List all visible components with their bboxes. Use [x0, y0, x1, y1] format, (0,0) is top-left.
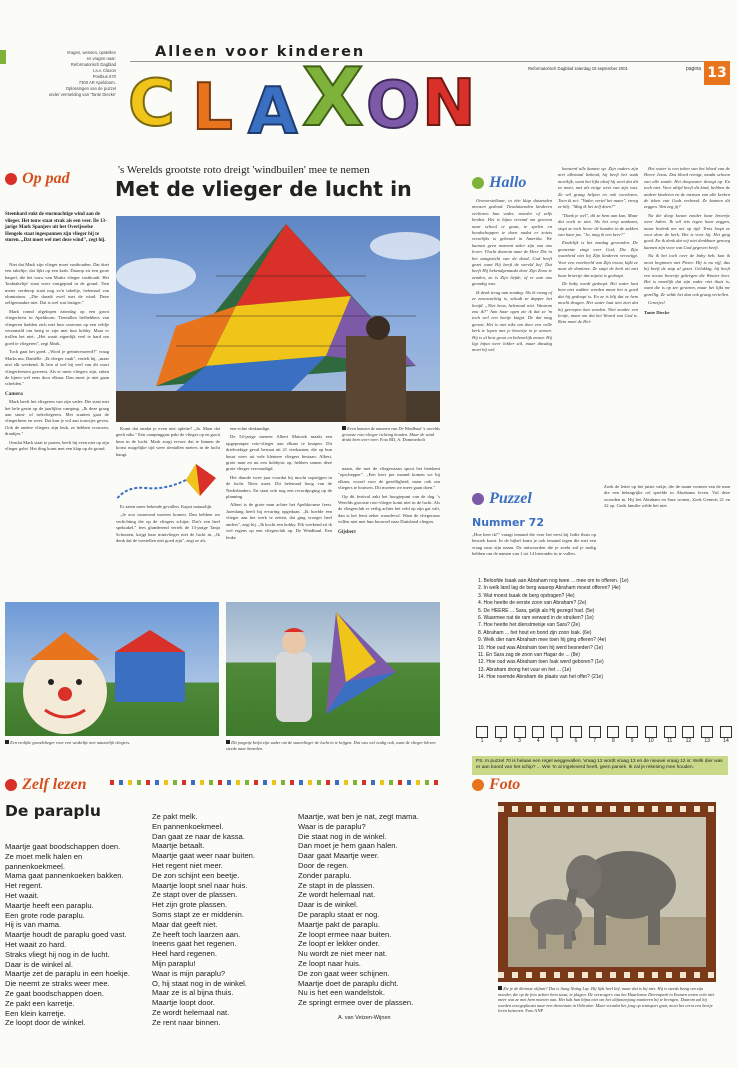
caption-marker-icon	[226, 740, 230, 744]
clown-photo-caption: Een vrolijke grondvlieger voor een winkeltje met natuurlijk vliegers.	[5, 740, 219, 746]
answer-box[interactable]: 2	[495, 726, 507, 744]
answer-box[interactable]: 1	[476, 726, 488, 744]
elephant-art	[508, 817, 706, 967]
hallo-signature: Tante Diecke	[644, 309, 670, 315]
answer-box[interactable]: 14	[720, 726, 732, 744]
op-pad-col2: Komt dat omdat je even niet oplette? „Ja. Maar dat geeft niks." Een campinggast pakt de vlieger op en gooit hem in de lucht. Mark zorgt ervoor dat ie binnen de kortst mogelijke tijd weer tientallen meters in de lucht hangt. Er zaten meer bekende gevallen. Kapot natuurlijk. „Je zou vanavond moeten komen. Dan hebben we verlichting die op de vliegers schijnt. Dat's een heel spektakel," fees glunderend vertelt de 13-jarige Tanja Schouten, krijgt haar minivlieger niet de lucht in, „Ik denk dat de toestellen niet goed zijn", zegt ze als.	[116, 426, 220, 544]
story-col2: Ze pakt melk. En pannenkoekmeel. Dan gaat ze naar de kassa. Maartje betaalt. Maartje gaat weer naar buiten. Het regent niet meer. De zon schijnt een beetje. Maartje loopt snel naar huis. Ze stapt over de plassen. Het zijn grote plassen. Soms stapt ze er middenin. Maar dat geeft niet. Ze heeft toch laarzen aan. Ineens gaat het regenen. Heel hard regenen. Mijn paraplu! Waar is mijn paraplu? O, hij staat nog in de winkel. Maar ze is al bijna thuis. Maartje loopt door. Ze wordt helemaal nat. Ze rent naar binnen.	[152, 812, 255, 1027]
answer-box[interactable]: 6	[570, 726, 582, 744]
story-col1: Maartje gaat boodschappen doen. Ze moet melk halen en pannenkoekmeel. Mama gaat pannenkoeken bakken. Het regent. Het waait. Maartje heeft een paraplu. Een grote rode paraplu. Hij is van mama. Maartje houdt de paraplu goed vast. Het waait zo hard. Straks vliegt hij nog in de lucht. Daar is de winkel al. Maartje zet de paraplu in een hoekje. Die neemt ze straks weer mee. Ze gaat boodschappen doen. Ze pakt een karretje. Een klein karretje. Ze loopt door de winkel.	[5, 842, 130, 1028]
answer-box[interactable]: 10	[645, 726, 657, 744]
kite-icon	[116, 460, 220, 504]
op-pad-col4: naam, die met de vliegerstaan spoot het betekent "opschepper". „Een keer per maand komen we bij elkaar, vooral voor de gezelligheid, maar ook om vliegers te bouwen. Dit moeten we meer gaan doen." Op dit festival zakt het hoogtepunt van de dag. 's Werelds grootste roto-vlieger komt niet in de lucht. Als de vliegerclub er veilig achter het veld op zijn gat valt, dan is het feest zeker waardevol. Want de vliegeraars willen niet met hun bouwsel naar Duitsland vliegen. Gijsbert	[338, 466, 440, 535]
puzzel-question: 1. Beloofde Isaak aan Abraham nog twee ... mee om te offeren. (1e)	[478, 578, 629, 584]
kite-photo	[116, 216, 440, 422]
tagline: Alleen voor kinderen	[155, 44, 366, 60]
foto-label: Foto	[472, 774, 520, 794]
puzzel-question: 5. De HEERE ... Sara, gelijk als Hij gezegd had. (5e)	[478, 607, 595, 614]
kite-photo-art	[116, 216, 440, 422]
hallo-col1: Onvoorstelbaar, in één klap duizenden mensen gedood. Tienduizenden kinderen verliezen hun vader, moeder of zelfs beiden. Het is bijna vreemd om gewoon naar school te gaan, te spelen en boodschappen te doen nadat er zoiets vreselijks is gebeurd in Amerika. We kunnen geen moment zeker zijn van ons leven. Vlucht daarom naar de Here Die in het aangezicht van de dood, God heeft gezet want Hij heeft de wereld lief. Dat heeft Hij bekendgemaakt door Zijn Zoon te zenden, zo is Zijn liefde, of er aan ons genadig was. Ik denk terug aan zondag. Als ik vraag of ze zenuwachtig is, schudt ze dapper het hoofd. „Niet heus, helemaal niet. Waarom zou ik?" Aan haar ogen zie ik dat ze 'm toch wel een beetje knijpt. De dat mag gerust. Het is niet niks om door een volle kerk te lopen met je broertje in je armen. Hij is al best groot en behoorlijk zwaar. Hij ligt bijna weer lekker stil, maar dinsdag moet hij wel.	[472, 198, 552, 353]
photo-credit: Foto RD, A. Dommerholt	[379, 437, 425, 443]
clown-balloon-art	[5, 602, 219, 736]
op-pad-headline: Met de vlieger de lucht in	[115, 177, 412, 201]
foto-icon	[472, 779, 484, 791]
elephant-photo-frame	[498, 802, 716, 982]
elephant-caption: Zie je de kleinste olifant? Dat is Aung Naing Lay. Hij lijkt heel lief, maar dat is hij niet. Hij is steeds bezig om zijn moeder, die op de foto achter hem staat, te plagen. De verzorgers van het Haarlemse Dierenpark in Emmen weten echt niet meer wat ze met hem moeten aan. Het lukt hun bijna niet om het olifantenjong manieren bij te brengen. Daarom zal hij worden overgeplaatst naar een dierentuin in Oekraïne. Maar voordat het jong op transport gaat, moet het eerst een beetje leren luisteren. Foto ANP	[498, 986, 715, 1014]
puzzel-intro-col2: Zoek de letter op het juiste vakje, die de naam vormen van de man die een belangrijke rol speelde in Abrahams leven. Vul deze woorden in. Hij liet Abraham en Sara wonen, Zoek Genesis 21 en 22 op. Gods familie wilde het niet.	[604, 484, 730, 509]
film-strip-holes-bottom	[498, 972, 716, 978]
answer-box[interactable]: 5	[551, 726, 563, 744]
film-strip-holes-top	[498, 806, 716, 812]
page-number-badge	[704, 61, 730, 85]
kite-photo-caption: Even kunnen de mannen van De Windbuul 's werelds grootste roto-vlieger richting houden. Maar de wind drukt hem weer neer. Foto RD, A. Dommerholt	[342, 426, 440, 443]
puzzel-question: 3. Wat moest Isaak de berg opdragen? (4e)	[478, 592, 575, 599]
puzzel-icon	[472, 493, 484, 505]
answer-box[interactable]: 7	[589, 726, 601, 744]
hallo-label: Hallo	[472, 172, 526, 192]
story-author: A. van Vetzen-Wijnen	[338, 1014, 391, 1021]
zelf-lezen-label: Zelf lezen	[5, 774, 87, 794]
op-pad-icon	[5, 173, 17, 185]
puzzel-question: 7. Hoe heette het dienstmeisje van Sara? (2e)	[478, 622, 581, 629]
clown-balloon-photo	[5, 602, 219, 736]
puzzel-question: 8. Abraham ... het hout en bond zijn zoon Isak. (6e)	[478, 629, 592, 636]
puzzel-question: 14. Hoe noemde Abraham de plaats van het offer? (21e)	[478, 674, 603, 681]
op-pad-author: Gijsbert	[338, 529, 356, 535]
logo-letter-n: N	[422, 67, 476, 141]
caption-marker-icon	[342, 426, 346, 430]
top-rule-green	[0, 50, 6, 64]
foto-credit: Foto ANP	[525, 1008, 544, 1014]
logo-letter-c: C	[128, 67, 175, 141]
header-address: Vragen, wensen, opstellen en vragen naar: Reformatorisch Dagblad t.a.v. Claxon Postbus 670 7300 AR Apeldoorn. Oplossingen van de puzzel onder vermelding van 'Tante Diecke'	[48, 50, 116, 97]
pagina-label: pagina	[686, 66, 702, 72]
answer-box[interactable]: 13	[701, 726, 713, 744]
caption-marker-icon	[5, 740, 9, 744]
answer-box[interactable]: 8	[607, 726, 619, 744]
paper-line: Reformatorisch Dagblad zaterdag 15 september 2001	[528, 66, 628, 71]
answer-box[interactable]: 4	[532, 726, 544, 744]
logo-letter-l: L	[192, 71, 233, 145]
small-kite-drawing	[116, 460, 220, 504]
caption-marker-icon	[498, 986, 502, 990]
puzzel-question: 2. In welk land lag de berg waarop Abraham moest offeren? (4e)	[478, 585, 621, 592]
puzzel-answer-grid	[476, 726, 732, 744]
page-number: 13	[707, 65, 727, 81]
answer-box[interactable]: 12	[682, 726, 694, 744]
puzzel-question: 9. Welk dier nam Abraham mee toen hij ging offeren? (4e)	[478, 637, 607, 644]
story-title: De paraplu	[5, 802, 101, 820]
op-pad-col1: Niet dat Mark zijn vlieger moet vasthouden. Dat doet een takeltje; dat lijkt op een krab. Daarop zit een grote haspel, die het touw van Marks vlieger vasthoudt. Het 'krabtakeltje' staat weer vastgepind in de grond. Tien meter verderop staat nog zo'n takeltje, helemaal van aluminium. „Die draadt zwel met de wind. Deze zelfgemaakte niet. Dat is wel wat lastiger." Mark ronnd afgelopen zaterdag op een groot vliegerfeest in Apeldoorn. Tientallen liefhebbers van vliegeren hadden zich met hun caravans op een veldje verzameld om berig te zijn met hun hobby. Maar er trollen het niet. „Het waait eigenlijk veel te hard om goed te vliegeren", zegt Mark. Toch gaat het goed. „Word je geïnteresseerd?" vraag Marks ma, Daniëlle. „Ik vlieger vaak", vertelt hij, „maar niet elk weekend. Ik ben al wel bij veel van dit soort vliegerfeesten geweest. Als er meer vliegers zijn, raken de lijnen wel eens door elkaar. Dan moet je niet gaan schelden." Camera Mark heeft het vliegeren van zijn vader. Die staat met het hele gezin op de jaarlijkse camping. „Ik deze graag aan stunt- of trekvliegeren. Met stunten gaat de vliegerheen en weer. Dat kun je wil aan touwtjes geven. Ook de andere vliegers zijn leuk, ze hebben vrouwen, draakjes." Onsdat Mark staat te praten, heeft hij even niet op zijn vlieger gelet. Het ding komt met een klap op de grond.	[5, 262, 109, 451]
zelf-lezen-icon	[5, 779, 17, 791]
op-pad-label: Op pad	[5, 168, 70, 188]
stunt-kite-art	[226, 602, 440, 736]
puzzel-question: 10. Hoe oud was Abraham toen hij werd besneden? (1e)	[478, 644, 604, 651]
answer-box[interactable]: 3	[514, 726, 526, 744]
color-dot-strip	[110, 780, 440, 785]
logo-letter-o: O	[366, 69, 421, 143]
puzzel-question: 12. Hoe oud was Abraham toen Isak werd geboren? (1e)	[478, 659, 604, 666]
puzzel-question: 13. Abraham drong het vuur en het ... (1e)	[478, 666, 572, 673]
puzzel-intro: „Hoe heet ik?" vraagt iemand die voor het eerst bij Jodie thuis op bezoek komt. In de bijbel komt je ook iemand tegen die met een vraag naar zijn naam. De antwoorden die je zoekt zul je nodig hebben om de namen van 1 tot 14 hieronder in te vullen.	[472, 532, 596, 557]
camera-subhead: Camera	[5, 390, 23, 397]
stunt-kite-photo	[226, 602, 440, 736]
logo-letter-a: A	[248, 75, 298, 149]
hallo-col2: koesterd alle kanten op. Zijn ouders zijn niet allemaal bekend, hij heeft het vaak moeilijk, want het lijkt alsof hij weet dat dit zo moet, met als enige weet van zijn rust. Ze wil graag helpen en ook voorlezen. Toen ik zei: "Vader, vertel het maar", vroeg ze blij: "Mag ik het zelf doen?" "Dank je wel", dit ze hem aan kan. Maar dat voelt ze niet. Als het erop aankomt, stopt ze toch liever de handen in de zakken van haar jas. "Ja, mag ik een keer?" Eindelijk is het zondag geworden. De gemeente zingt over God, Die Zijn waarheid niet bij Zijn kinderen verzwijgt. Voor een voorbeeld van Zijn trouw, kijkt ze naar de dominee. Ze stapt de kerk uit met haar broertje dat zojuist is gedoopt. De baby wordt gedoopt. Het water laat hem niet wakker worden maar het is goed dat hij gedoopt is. En ze is blij dat ze hem mocht dragen. Het water laat niet zien dat hij geroepen kan worden. Niet zonder een lentje, maar om dat het Woord van God is. Rein moet de Hei-	[558, 166, 638, 325]
stunt-kite-caption: Dit jongetje helpt zijn vader om de stuntvlieger de lucht in te krijgen. Dat was wel nodig ook, want de vlieger bleven steeds naar beneden.	[226, 740, 436, 751]
hallo-icon	[472, 177, 484, 189]
story-col3: Maartje, wat ben je nat, zegt mama. Waar is de paraplu? Die staat nog in de winkel. Dan moet je hem gaan halen. Daar gaat Maartje weer. Door de regen. Zonder paraplu. Ze stapt in de plassen. Ze wordt helemaal nat. Daar is de winkel. De paraplu staat er nog. Maartje pakt de paraplu. Ze loopt ermee naar buiten. Ze loopt er lekker onder. Nu wordt ze niet meer nat. Ze loopt naar huis. De zon gaat weer schijnen. Maartje doet de paraplu dicht. Nu is het een wandelstok. Ze springt ermee over de plassen. A. van Vetzen-Wijnen	[298, 812, 448, 1024]
logo-letter-x: X	[302, 51, 364, 144]
puzzel-question: 6. Waarmee nat de ram verward in de struiken? (1e)	[478, 615, 594, 622]
puzzel-footer: PS. In puzzel 70 is helaas een regel weggevallen. Vraag 12 wordt vraag 13 en de nieuwe vraag 12 is: Welk dier was er aan boord van het schip? ... Wie 'm al ingeleverd heeft, geen paniek. Ik zal je rekening mee houden.	[472, 756, 728, 775]
puzzel-title: Nummer 72	[472, 516, 544, 529]
answer-box[interactable]: 11	[664, 726, 676, 744]
puzzel-questions	[478, 578, 730, 682]
hallo-col3: Het water is een teken van het bloed van de Heere Jezus. Dat bloed reinigt, maakt schoon van alle zonde. Het doopwater droogt op. En toch niet. Voor altijd heeft dit kind, hebben de andere kinderen en de mensen van alle kerken de teken van Gods verbond. Ze kunnen dit zeggen. Wat zeg jij? Na die doop kwam zonder haar broertje weer halen. Ik wil iets tegen haar zeggen, maar bedenk me net op tijd. Trots loopt ze voor door de kerk. Het is voor hij. Het ging goed. En ik denk dat wij niet denkbaar genoeg kunnen zijn voor wat God gegeven heeft. Nu ik het toch over de baby heb, kan ik mooi beginnen met Pieter. Hij is nu vijf, dus hij heeft de stap al gezet. Gelukkig, hij heeft een nieuw broertje gekregen die Wouter heet. Het is moeilijk dat zijn vader niet thuis is, want die is op zee gevaren, maar het lijkt me gezellig. Ze wilde het dan ook graag vertellen. Groetjes! Tante Diecke	[644, 166, 730, 315]
answer-box[interactable]: 9	[626, 726, 638, 744]
puzzel-question: 11. En Sara zag de zoon van Hagar de ... (8e)	[478, 652, 580, 659]
op-pad-kicker: 's Werelds grootste roto dreigt 'windbuilen' mee te nemen	[118, 164, 370, 176]
puzzel-question: 4. Hoe heette de eerste zoon van Abraham? (2e)	[478, 600, 587, 607]
op-pad-lead: Steenhard rukt de stormachtige wind aan de vlieger. Het touw staat strak als een veer. De 13-jarige Mark Spanjers uit het Overijsselse Hengelo staat ingespannen zijn vlieger bij te sturen. „Dat moet wel met deze wind", zegt hij.	[5, 212, 107, 244]
puzzel-label: Puzzel	[472, 488, 532, 508]
op-pad-col3: een echte deskundige. De 54-jarige meneer Albert Matosik maakt een opgepompte roto-vlieger aan elkaar te knopen. Dit driehoekige geval bestaat uit 21 vierkanten, die op hun beurt weer uit vele kleinere vliegers bestaan. Albert, grote man en nu een hobbyist op, hebben samen deze grote vlieger vervaardigd. Het duurde twee jaar voordat hij mocht sopstijgen in de lucht. Niets moet. Dit helemaal hoog van de Nederlanders. En staat ook nog een recordpoging op de planning. Albert is de grote man achter het Apeldoornse feest. Jarenlang heeft hij ervaring opgedaan. „Ik hoefde een vlieger aan het werk te zetten, dat ging vroeger heel anders", zegt hij. „Ik kocht een hobby. Elk weekend zit ik wel ergens op een vliegerclub op. De Windbuul. Een leuke	[226, 426, 332, 540]
